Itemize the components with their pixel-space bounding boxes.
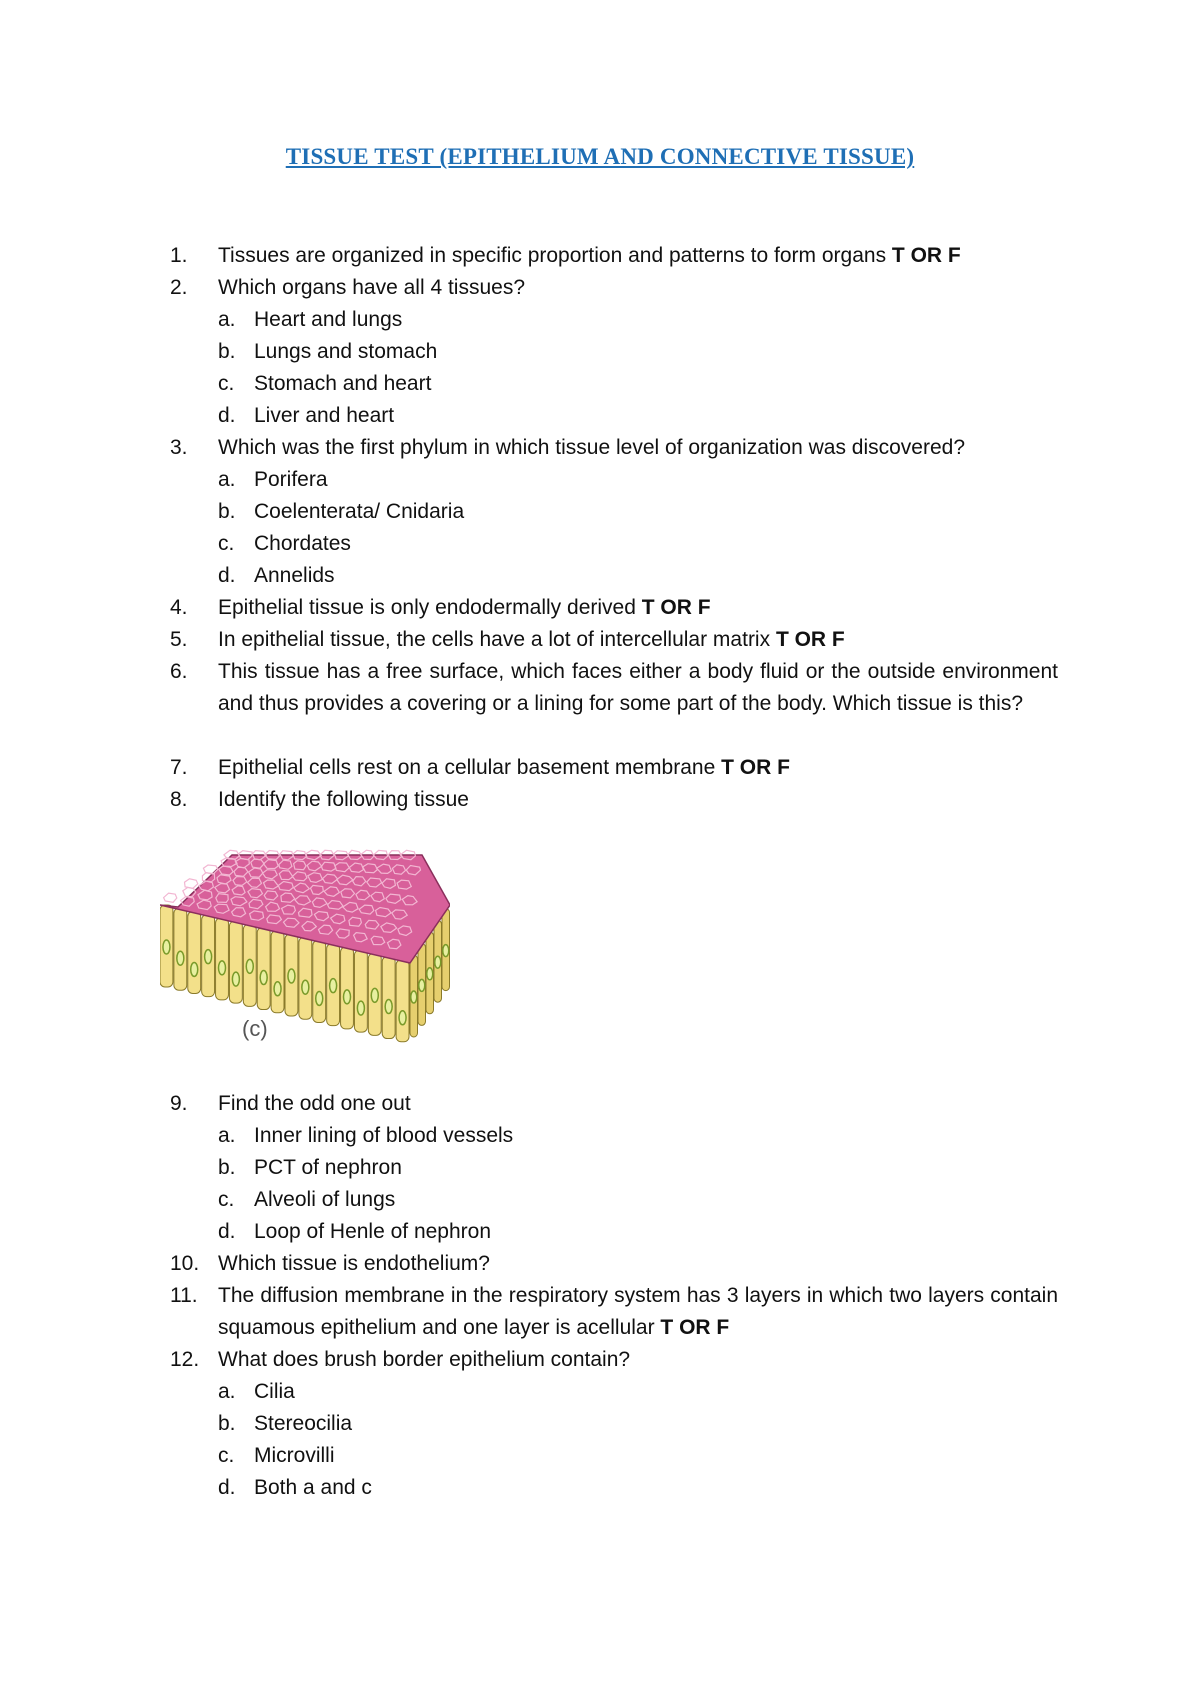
option-item xyxy=(0,368,1200,400)
columnar-cell xyxy=(216,918,229,1000)
option-item xyxy=(0,560,1200,592)
true-false-marker: T OR F xyxy=(641,596,711,619)
option-text: Inner lining of blood vessels xyxy=(254,1124,514,1147)
true-false-marker: T OR F xyxy=(721,756,790,779)
question-text: Which organs have all 4 tissues? xyxy=(218,276,525,299)
option-text: Coelenterata/ Cnidaria xyxy=(254,500,465,523)
cell-nucleus xyxy=(163,940,170,954)
option-label: a. xyxy=(218,308,236,331)
option-label: a. xyxy=(218,468,236,491)
question-4 xyxy=(0,592,1200,624)
option-text: Both a and c xyxy=(254,1476,372,1499)
true-false-marker: T OR F xyxy=(660,1316,730,1339)
option-text: Alveoli of lungs xyxy=(254,1188,396,1211)
option-label: c. xyxy=(218,1188,235,1211)
columnar-cell xyxy=(396,960,409,1042)
cell-nucleus xyxy=(399,1011,406,1025)
question-number: 10. xyxy=(170,1252,200,1275)
option-item xyxy=(0,1120,1200,1152)
option-item xyxy=(0,336,1200,368)
cell-nucleus xyxy=(344,990,351,1004)
true-false-marker: T OR F xyxy=(891,244,961,267)
question-number: 12. xyxy=(170,1348,200,1371)
cell-nucleus xyxy=(371,988,378,1002)
columnar-cell xyxy=(354,950,367,1032)
cell-nucleus xyxy=(219,961,226,975)
option-label: c. xyxy=(218,532,235,555)
option-item xyxy=(0,1408,1200,1440)
question-number: 9. xyxy=(170,1092,188,1115)
true-false-marker: T OR F xyxy=(775,628,845,651)
option-item xyxy=(0,496,1200,528)
columnar-epithelium-figure xyxy=(160,845,450,1050)
option-label: d. xyxy=(218,404,236,427)
option-text: PCT of nephron xyxy=(254,1156,402,1179)
option-text: Liver and heart xyxy=(254,404,395,427)
cell-nucleus xyxy=(435,956,441,968)
columnar-cell xyxy=(174,908,187,990)
question-text: This tissue has a free surface, which faces either a body fluid or the outside environment and thus provides a covering or a lining for some part of the body. Which tissue is this? xyxy=(218,660,1058,715)
option-item xyxy=(0,528,1200,560)
columnar-cell xyxy=(229,921,242,1003)
option-item xyxy=(0,1216,1200,1248)
option-label: c. xyxy=(218,372,235,395)
option-text: Chordates xyxy=(254,532,351,555)
cell-nucleus xyxy=(357,1001,364,1015)
cell-nucleus xyxy=(385,1000,392,1014)
columnar-cell xyxy=(382,957,395,1039)
columnar-cell xyxy=(257,928,270,1010)
cell-nucleus xyxy=(274,982,281,996)
option-label: d. xyxy=(218,1476,236,1499)
cell-nucleus xyxy=(427,968,433,980)
question-number: 1. xyxy=(170,244,188,267)
cell-nucleus xyxy=(246,959,253,973)
cell-nucleus xyxy=(411,991,417,1003)
option-label: a. xyxy=(218,1124,236,1147)
option-item xyxy=(0,464,1200,496)
question-number: 4. xyxy=(170,596,188,619)
columnar-cell xyxy=(341,947,354,1029)
option-label: d. xyxy=(218,564,236,587)
option-item xyxy=(0,1472,1200,1504)
cell-nucleus xyxy=(443,945,449,957)
epithelium-illustration xyxy=(160,845,450,1050)
option-text: Cilia xyxy=(254,1380,295,1403)
question-9 xyxy=(0,1088,1200,1120)
question-number: 8. xyxy=(170,788,188,811)
question-7 xyxy=(0,752,1200,784)
columnar-cell xyxy=(313,940,326,1022)
option-text: Stereocilia xyxy=(254,1412,353,1435)
question-text: Which was the first phylum in which tissue level of organization was discovered? xyxy=(218,436,966,459)
question-number: 3. xyxy=(170,436,188,459)
cell-nucleus xyxy=(419,979,425,991)
option-item xyxy=(0,1440,1200,1472)
columnar-cell xyxy=(299,937,312,1019)
option-item xyxy=(0,1376,1200,1408)
question-8 xyxy=(0,784,1200,816)
question-text: Find the odd one out xyxy=(218,1092,411,1115)
cell-nucleus xyxy=(330,979,337,993)
option-item xyxy=(0,1152,1200,1184)
question-12 xyxy=(0,1344,1200,1376)
cell-nucleus xyxy=(205,950,212,964)
question-number: 5. xyxy=(170,628,188,651)
question-2 xyxy=(0,272,1200,304)
option-label: b. xyxy=(218,500,236,523)
option-text: Stomach and heart xyxy=(254,372,432,395)
question-number: 6. xyxy=(170,660,188,683)
question-text: Epithelial cells rest on a cellular basement membrane xyxy=(218,756,722,779)
option-label: a. xyxy=(218,1380,236,1403)
cell-nucleus xyxy=(177,951,184,965)
option-label: b. xyxy=(218,1156,236,1179)
question-5 xyxy=(0,624,1200,656)
page-title: TISSUE TEST (EPITHELIUM AND CONNECTIVE TISSUE) xyxy=(285,144,915,169)
cell-nucleus xyxy=(288,969,295,983)
question-number: 11. xyxy=(170,1284,198,1307)
question-10 xyxy=(0,1248,1200,1280)
option-label: c. xyxy=(218,1444,235,1467)
surface-cell xyxy=(164,893,177,902)
cell-nucleus xyxy=(191,962,198,976)
question-3 xyxy=(0,432,1200,464)
question-text: Identify the following tissue xyxy=(218,788,469,811)
option-text: Microvilli xyxy=(254,1444,335,1467)
option-text: Loop of Henle of nephron xyxy=(254,1220,492,1243)
columnar-cell xyxy=(271,931,284,1013)
question-text: The diffusion membrane in the respiratory system has 3 layers in which two layers contain squamous epithelium and one layer is acellular T OR F xyxy=(218,1284,1058,1339)
cell-nucleus xyxy=(260,971,267,985)
option-item xyxy=(0,400,1200,432)
option-item xyxy=(0,1184,1200,1216)
option-text: Annelids xyxy=(254,564,335,587)
option-label: b. xyxy=(218,1412,236,1435)
option-item xyxy=(0,304,1200,336)
question-text: Epithelial tissue is only endodermally derived xyxy=(218,596,642,619)
option-text: Lungs and stomach xyxy=(254,340,438,363)
option-label: d. xyxy=(218,1220,236,1243)
question-number: 2. xyxy=(170,276,188,299)
cell-nucleus xyxy=(232,972,239,986)
figure-caption: (c) xyxy=(242,1016,268,1041)
columnar-cell xyxy=(188,911,201,993)
option-text: Porifera xyxy=(254,468,328,491)
question-text: In epithelial tissue, the cells have a lot of intercellular matrix xyxy=(218,628,776,651)
question-text: Tissues are organized in specific proportion and patterns to form organs xyxy=(218,244,892,267)
surface-cell xyxy=(185,879,198,889)
question-text: What does brush border epithelium contain? xyxy=(218,1348,631,1371)
question-number: 7. xyxy=(170,756,188,779)
question-1 xyxy=(0,240,1200,272)
question-text: Which tissue is endothelium? xyxy=(218,1252,490,1275)
cell-nucleus xyxy=(316,991,323,1005)
cell-nucleus xyxy=(302,980,309,994)
option-text: Heart and lungs xyxy=(254,308,403,331)
option-label: b. xyxy=(218,340,236,363)
